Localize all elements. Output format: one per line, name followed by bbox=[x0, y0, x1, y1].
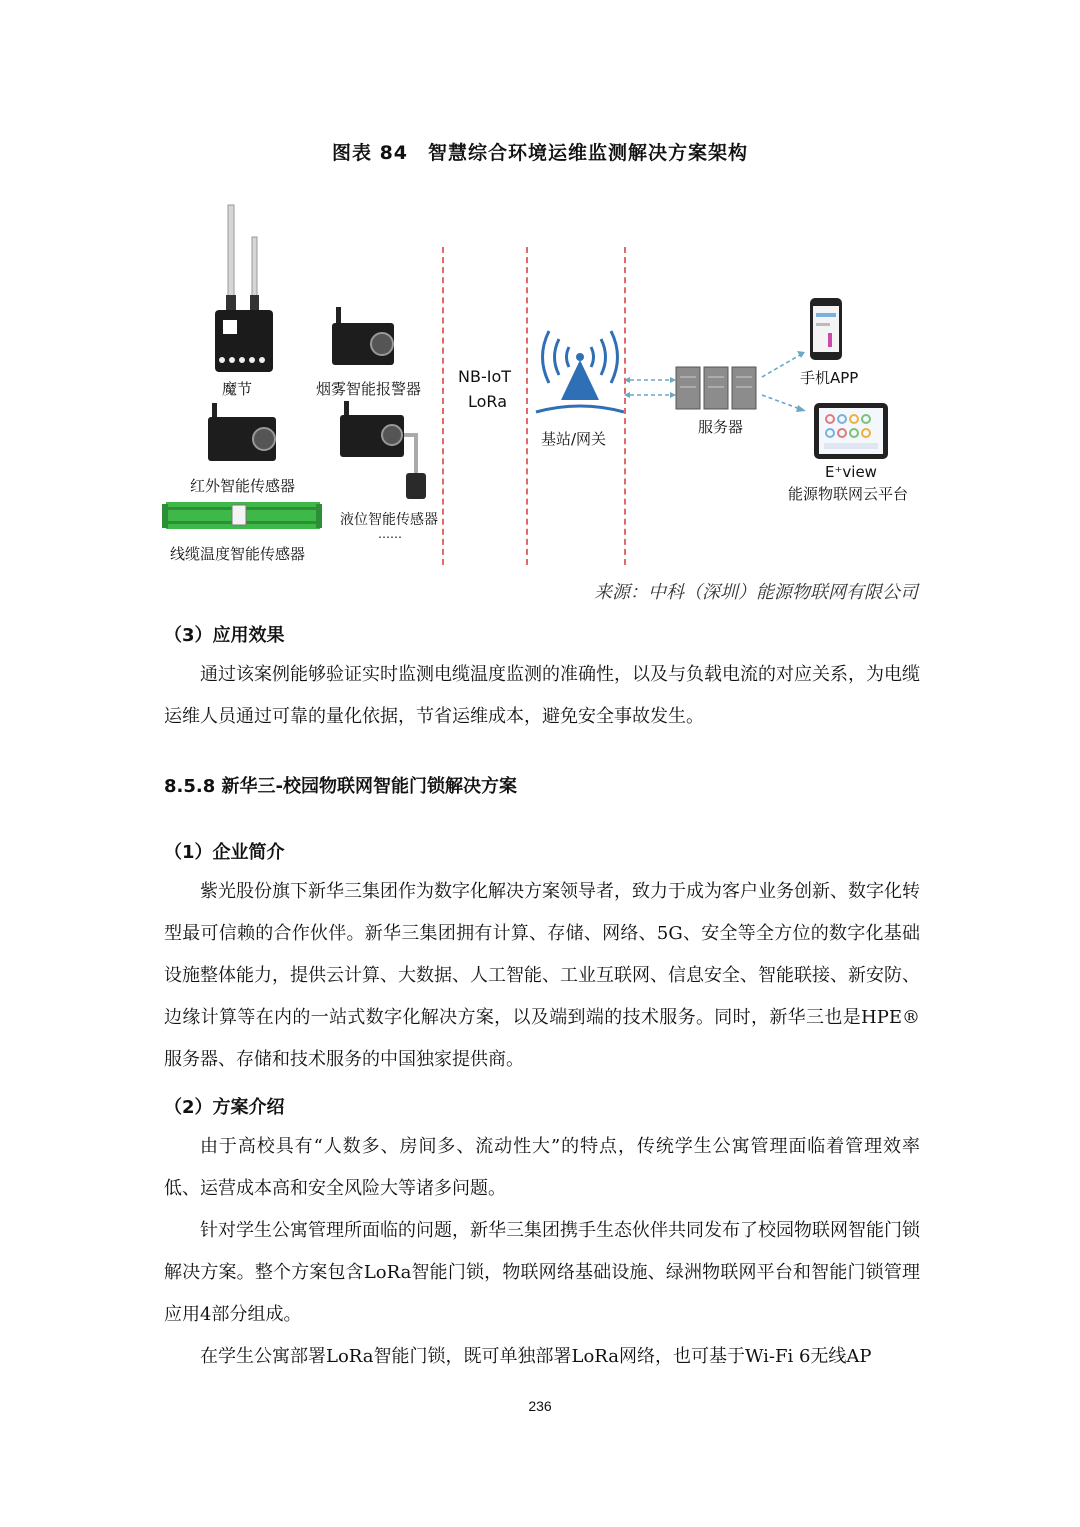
tablet-platform-icon bbox=[814, 403, 888, 459]
label-eview: E⁺view bbox=[825, 463, 877, 481]
phone-app-icon bbox=[810, 298, 842, 360]
liquid-level-sensor-device-icon bbox=[340, 401, 426, 499]
smoke-alarm-device-icon bbox=[332, 307, 394, 365]
label-nbiot: NB-IoT bbox=[458, 367, 511, 386]
label-ellipsis: …… bbox=[378, 527, 402, 541]
effect-text: 通过该案例能够验证实时监测电缆温度监测的准确性，以及与负载电流的对应关系，为电缆运维人员通过可靠的量化依据，节省运维成本，避免安全事故发生。 bbox=[164, 664, 920, 727]
effect-heading: （3）应用效果 bbox=[164, 625, 285, 646]
label-cloud-platform: 能源物联网云平台 bbox=[788, 485, 909, 503]
effect-paragraph bbox=[164, 654, 920, 738]
architecture-diagram bbox=[160, 195, 930, 570]
base-station-tower-icon bbox=[536, 331, 624, 412]
label-lora: LoRa bbox=[468, 392, 507, 411]
figure-source: 来源：中科（深圳）能源物联网有限公司 bbox=[594, 582, 918, 603]
plan-text-1: 由于高校具有“人数多、房间多、流动性大”的特点，传统学生公寓管理面临着管理效率低、运营成本高和安全风险大等诸多问题。 bbox=[164, 1136, 920, 1199]
label-smoke-alarm: 烟雾智能报警器 bbox=[316, 380, 422, 398]
mojie-device-icon bbox=[215, 205, 273, 372]
label-infrared-sensor: 红外智能传感器 bbox=[190, 477, 296, 495]
intro-text: 紫光股份旗下新华三集团作为数字化解决方案领导者，致力于成为客户业务创新、数字化转型最可信赖的合作伙伴。新华三集团拥有计算、存储、网络、5G、安全等全方位的数字化基础设施整体能力，提供云计算、大数据、人工智能、工业互联网、信息安全、智能联接、新安防、边缘计算等在内的一站式数字化解决方案，以及端到端的技术服务。同时，新华三也是HPE®服务器、存储和技术服务的中国独家提供商。 bbox=[164, 881, 920, 1070]
infrared-sensor-device-icon bbox=[208, 403, 276, 461]
label-server: 服务器 bbox=[698, 418, 744, 436]
label-cable-temperature-sensor: 线缆温度智能传感器 bbox=[170, 545, 306, 563]
intro-heading: （1）企业简介 bbox=[164, 842, 285, 863]
plan-text-3: 在学生公寓部署LoRa智能门锁，既可单独部署LoRa网络，也可基于Wi-Fi 6无线AP bbox=[200, 1346, 872, 1367]
plan-heading: （2）方案介绍 bbox=[164, 1097, 285, 1118]
label-liquid-level-sensor: 液位智能传感器 bbox=[340, 512, 438, 528]
figure-title: 图表 84 智慧综合环境运维监测解决方案架构 bbox=[331, 142, 749, 164]
label-base-station: 基站/网关 bbox=[541, 430, 607, 448]
separator-line-3 bbox=[624, 247, 626, 565]
cable-temperature-sensor-icon bbox=[162, 502, 322, 529]
separator-line-2 bbox=[526, 247, 528, 565]
label-phone-app: 手机APP bbox=[800, 369, 859, 387]
section-title: 8.5.8 新华三-校园物联网智能门锁解决方案 bbox=[164, 776, 517, 797]
plan-text-2: 针对学生公寓管理所面临的问题，新华三集团携手生态伙伴共同发布了校园物联网智能门锁解决方案。整个方案包含LoRa智能门锁，物联网络基础设施、绿洲物联网平台和智能门锁管理应用4部分组成。 bbox=[164, 1220, 920, 1325]
label-mojie: 魔节 bbox=[222, 380, 253, 398]
separator-line-1 bbox=[442, 247, 444, 565]
server-rack-icon bbox=[676, 367, 756, 409]
plan-paragraphs bbox=[164, 1126, 920, 1378]
intro-paragraph bbox=[164, 871, 920, 1081]
page-number: 236 bbox=[528, 1398, 552, 1414]
